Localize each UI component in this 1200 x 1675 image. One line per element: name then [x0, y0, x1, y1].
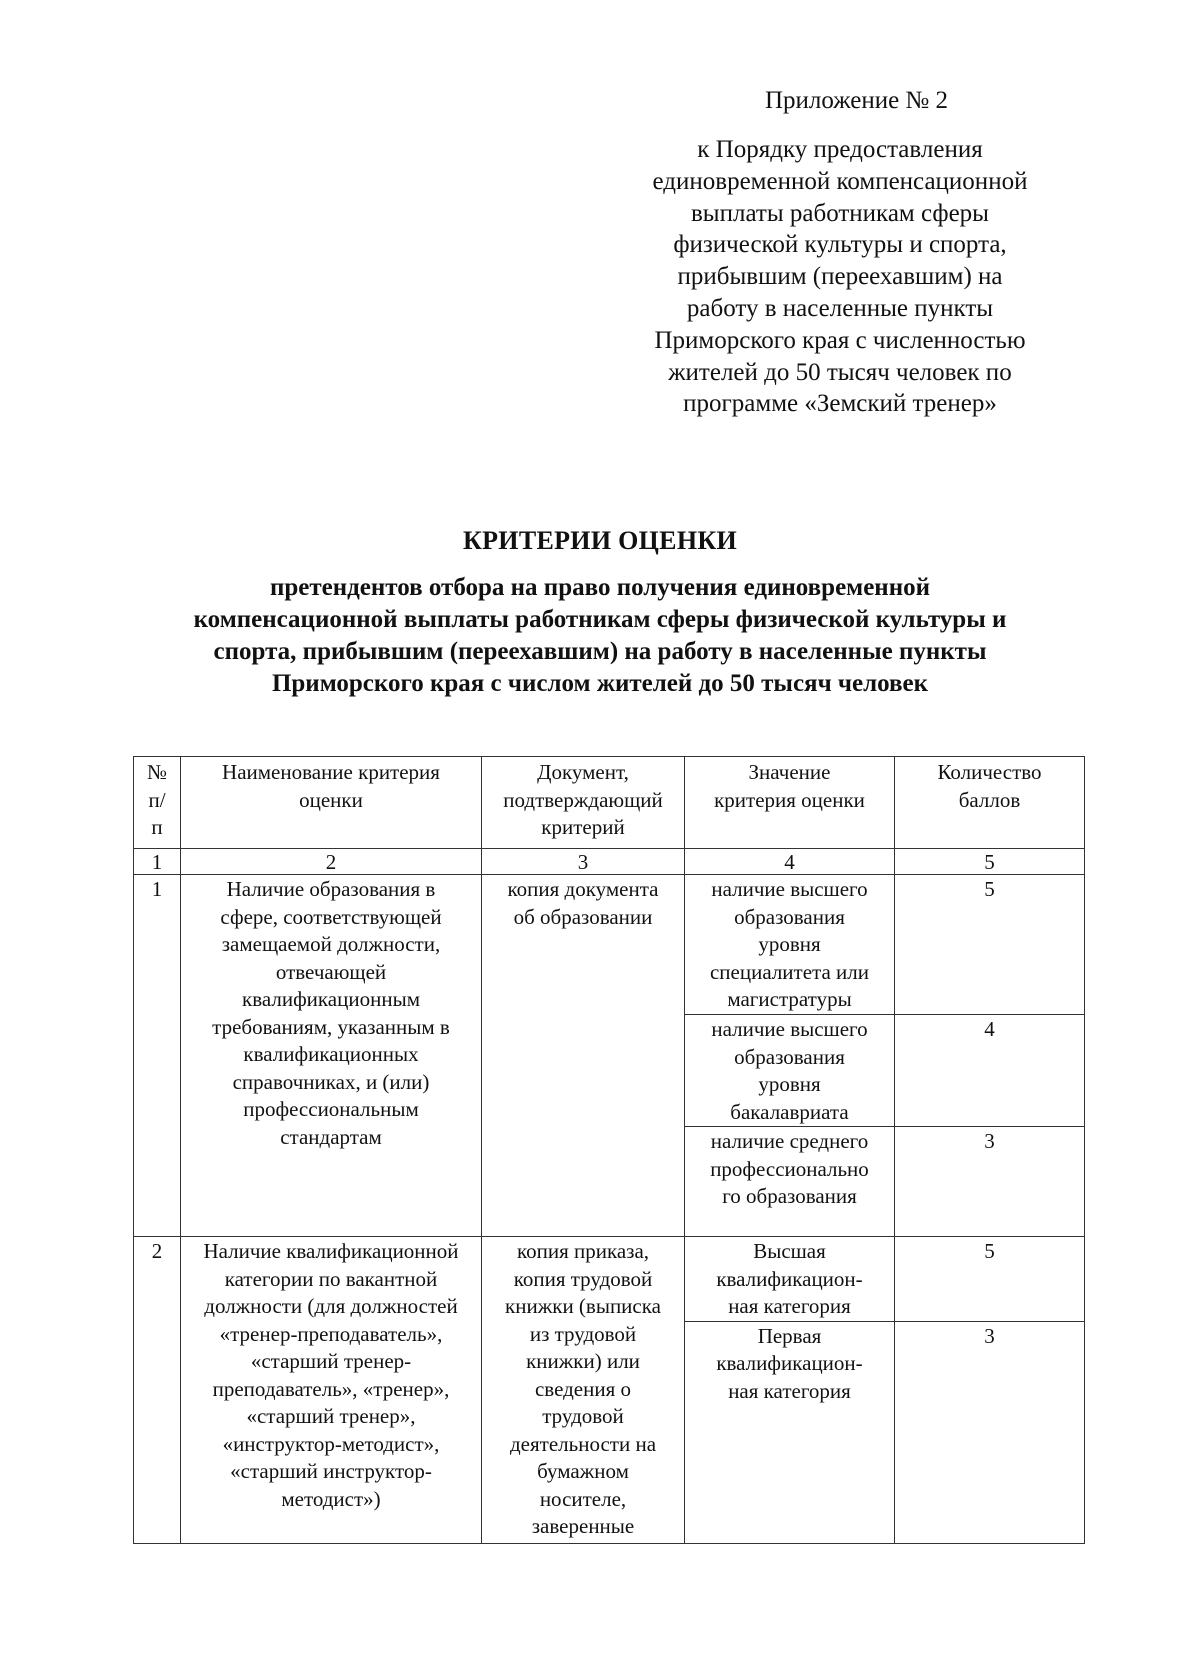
- appendix-line: работу в населенные пункты: [686, 294, 994, 322]
- column-number: 3: [482, 849, 685, 875]
- header-score: Количество баллов: [895, 757, 1085, 849]
- column-number-row: [134, 849, 1085, 875]
- appendix-line: единовременной компенсационной: [652, 167, 1028, 195]
- criterion-document: копия приказа, копия трудовой книжки (выписка из трудовой книжки) или сведения о трудовой деятельности на бумажном носителе, заверенные: [482, 1237, 685, 1544]
- appendix-reference: [600, 134, 1080, 420]
- criterion-score: 3: [895, 1321, 1085, 1543]
- table-row: [134, 1237, 1085, 1322]
- document-title: КРИТЕРИИ ОЦЕНКИ: [462, 526, 738, 555]
- criterion-score: 3: [895, 1127, 1085, 1237]
- subtitle-line: претендентов отбора на право получения единовременной: [269, 574, 931, 601]
- appendix-line: физической культуры и спорта,: [673, 231, 1007, 259]
- column-number: 4: [685, 849, 895, 875]
- appendix-line: выплаты работникам сферы: [691, 199, 989, 227]
- appendix-line: Приморского края с численностью: [654, 326, 1026, 354]
- header-value: Значение критерия оценки: [685, 757, 895, 849]
- table-header-row: [134, 757, 1085, 849]
- appendix-line: программе «Земский тренер»: [683, 390, 997, 418]
- appendix-line: прибывшим (переехавшим) на: [677, 263, 1003, 291]
- criterion-score: 5: [895, 1237, 1085, 1322]
- appendix-number: Приложение № 2: [765, 87, 949, 114]
- subtitle-line: Приморского края с числом жителей до 50 тысяч человек: [271, 670, 929, 697]
- appendix-line: жителей до 50 тысяч человек по: [668, 358, 1012, 386]
- column-number: 5: [895, 849, 1085, 875]
- document-subtitle: [100, 572, 1100, 700]
- criteria-table: [133, 756, 1085, 1544]
- criterion-score: 4: [895, 1015, 1085, 1127]
- criterion-name: Наличие квалификационной категории по вакантной должности (для должностей «тренер-преподаватель», «старший тренер- преподаватель», «тренер», «старший тренер», «инструктор-методист», «старший инструктор- методист»): [181, 1237, 482, 1544]
- header-criterion: Наименование критерия оценки: [181, 757, 482, 849]
- header-document: Документ, подтверждающий критерий: [482, 757, 685, 849]
- appendix-line: к Порядку предоставления: [697, 136, 983, 163]
- criterion-value: Первая квалификацион- ная категория: [685, 1321, 895, 1543]
- criterion-name: Наличие образования в сфере, соответствующей замещаемой должности, отвечающей квалификационным требованиям, указанным в квалификационных справочниках, и (или) профессиональным стандартам: [181, 875, 482, 1237]
- row-number: 1: [134, 875, 181, 1237]
- column-number: 1: [134, 849, 181, 875]
- header-number: № п/ п: [134, 757, 181, 849]
- subtitle-line: компенсационной выплаты работникам сферы физической культуры и: [193, 606, 1007, 633]
- criterion-score: 5: [895, 875, 1085, 1015]
- criterion-value: наличие высшего образования уровня бакалавриата: [685, 1015, 895, 1127]
- criterion-value: наличие среднего профессионально го образования: [685, 1127, 895, 1237]
- criterion-value: Высшая квалификацион- ная категория: [685, 1237, 895, 1322]
- column-number: 2: [181, 849, 482, 875]
- table-row: [134, 875, 1085, 1015]
- criterion-document: копия документа об образовании: [482, 875, 685, 1237]
- row-number: 2: [134, 1237, 181, 1544]
- criterion-value: наличие высшего образования уровня специалитета или магистратуры: [685, 875, 895, 1015]
- subtitle-line: спорта, прибывшим (переехавшим) на работу в населенные пункты: [213, 638, 987, 665]
